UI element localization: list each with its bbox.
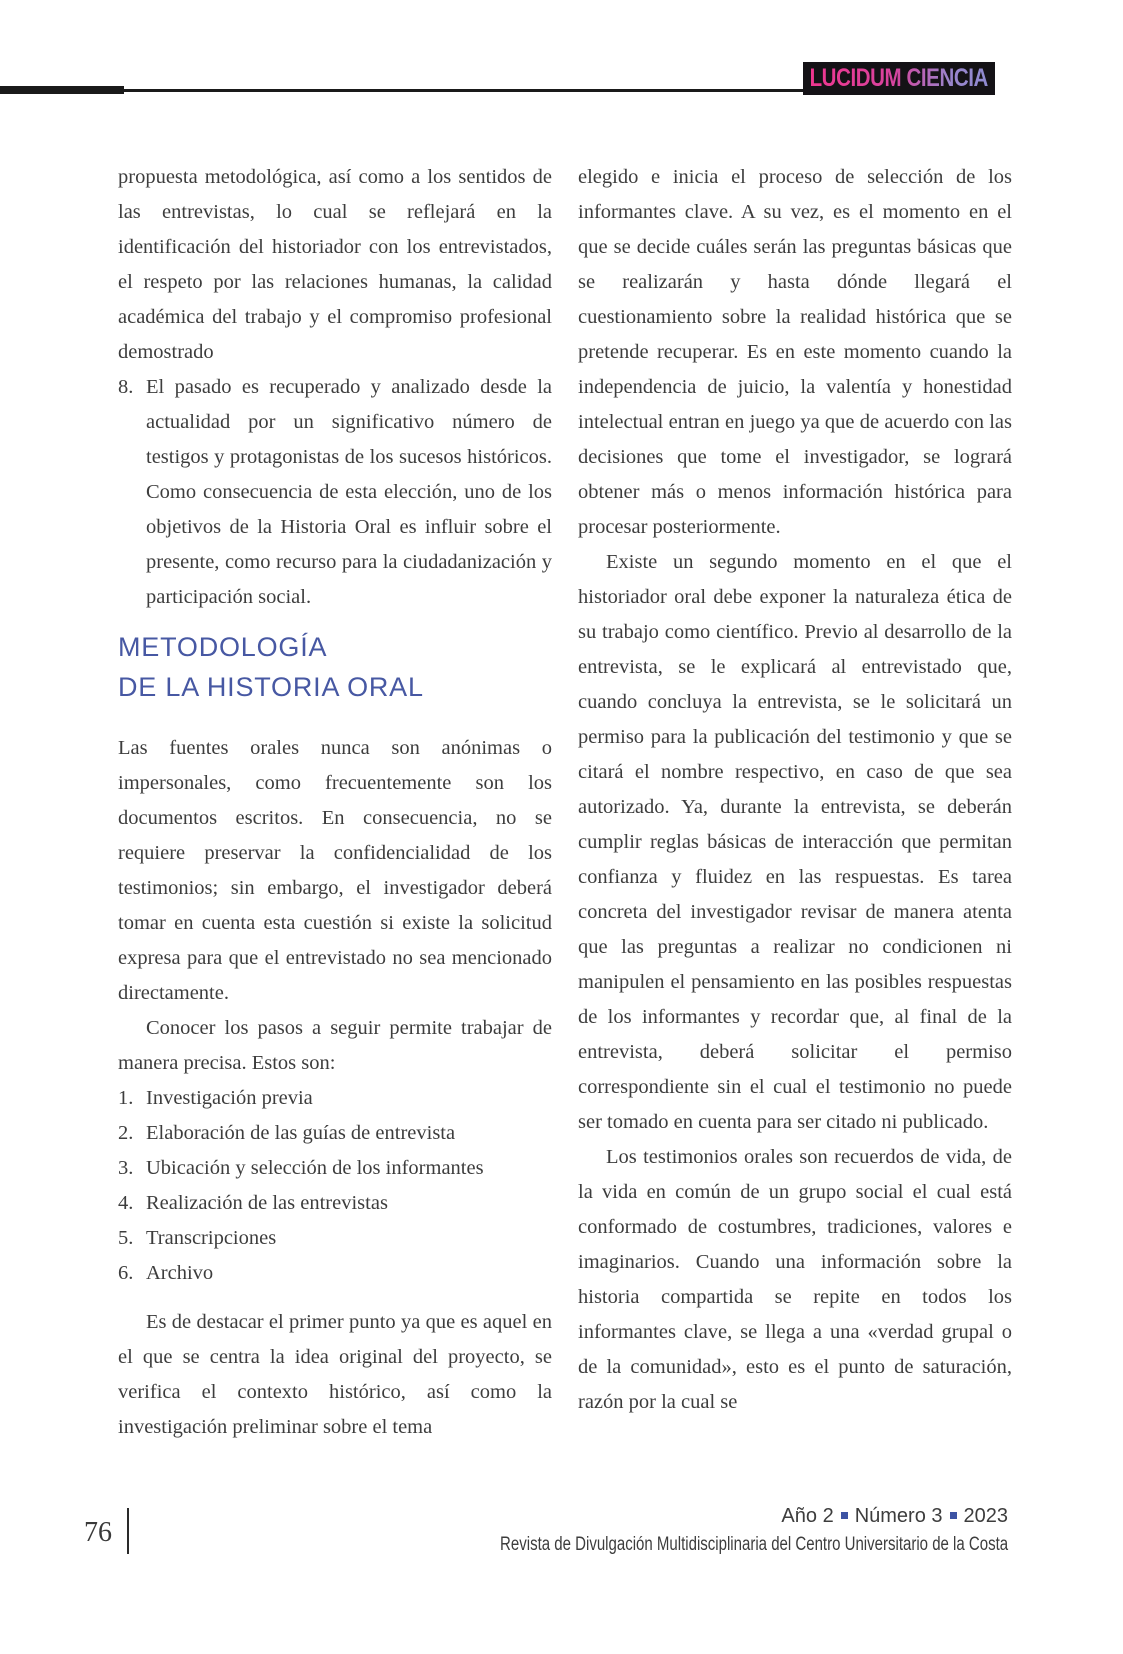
list-item-8-text: El pasado es recuperado y analizado desde la actualidad por un significativo número de testigos y protagonistas de los sucesos históricos. Como consecuencia de esta elección, uno de los objetivos de la Historia Oral es influir sobre el presente, como recurso para la ciudadanización y participación social. xyxy=(146,376,552,608)
list-item-text: Transcripciones xyxy=(146,1227,277,1249)
list-item-number: 5. xyxy=(118,1227,134,1249)
list-item-text: Elaboración de las guías de entrevista xyxy=(146,1122,456,1144)
list-item xyxy=(118,1221,552,1256)
header-rule-thick xyxy=(0,86,124,94)
list-item-text: Ubicación y selección de los informantes xyxy=(146,1157,484,1179)
steps-list xyxy=(118,1081,552,1291)
section-heading xyxy=(118,627,552,707)
page-number-divider xyxy=(127,1508,129,1554)
issue-number: Número 3 xyxy=(854,1505,943,1527)
paragraph: Las fuentes orales nunca son anónimas o impersonales, como frecuentemente son los documentos escritos. En consecuencia, no se requiere preservar la confidencialidad de los testimonios; sin embargo, el investigador deberá tomar en cuenta esta cuestión si existe la solicitud expresa para que el entrevistado no sea mencionado directamente. xyxy=(118,737,552,1004)
list-item-text: Realización de las entrevistas xyxy=(146,1192,388,1214)
list-item xyxy=(118,1151,552,1186)
list-item-text: Investigación previa xyxy=(146,1087,313,1109)
list-item-7-continuation: propuesta metodológica, así como a los sentidos de las entrevistas, lo cual se reflejará en la identificación del historiador con los entrevistados, el respeto por las relaciones humanas, la calidad académica del trabajo y el compromiso profesional demostrado xyxy=(118,166,552,363)
list-item-text: Archivo xyxy=(146,1262,214,1284)
list-item-number: 4. xyxy=(118,1192,134,1214)
right-column xyxy=(578,160,1012,1420)
list-item-number: 6. xyxy=(118,1262,134,1284)
list-item xyxy=(118,1081,552,1116)
list-item-number: 3. xyxy=(118,1157,134,1179)
square-bullet-icon xyxy=(950,1512,957,1519)
left-column xyxy=(118,160,552,1445)
header-rule-thin xyxy=(124,89,803,92)
paragraph: Existe un segundo momento en el que el historiador oral debe exponer la naturaleza ética de su trabajo como científico. Previo al desarrollo de la entrevista, se le explicará al entrevistado que, cuando concluya la entrevista, se le solicitará un permiso para la publicación del testimonio y que se citará el nombre respectivo, en caso de que sea autorizado. Ya, durante la entrevista, se deberán cumplir reglas básicas de interacción que permitan confianza y fluidez en las respuestas. Es tarea concreta del investigador revisar de manera atenta que las preguntas a realizar no condicionen ni manipulen el pensamiento en las posibles respuestas de los informantes y recordar que, al final de la entrevista, deberá solicitar el permiso correspondiente sin el cual el testimonio no puede ser tomado en cuenta para ser citado ni publicado. xyxy=(578,551,1012,1133)
issue-year: Año 2 xyxy=(781,1505,834,1527)
list-item-number: 1. xyxy=(118,1087,134,1109)
section-heading-line1: METODOLOGÍA xyxy=(118,632,328,662)
list-item-8-number: 8. xyxy=(118,376,134,398)
list-item xyxy=(118,1256,552,1291)
page-number: 76 xyxy=(84,1517,112,1548)
list-item-8 xyxy=(118,370,552,615)
issue-line xyxy=(365,1502,1008,1531)
list-item xyxy=(118,1186,552,1221)
issue-date: 2023 xyxy=(963,1505,1008,1527)
journal-name: Revista de Divulgación Multidisciplinaria del Centro Universitario de la Costa xyxy=(499,1534,1008,1555)
footer-right xyxy=(365,1502,1008,1559)
journal-logo xyxy=(803,62,995,95)
square-bullet-icon xyxy=(841,1512,848,1519)
paragraph: Conocer los pasos a seguir permite trabajar de manera precisa. Estos son: xyxy=(118,1017,552,1074)
journal-logo-text: LUCIDUM CIENCIA xyxy=(809,64,989,92)
paragraph: Los testimonios orales son recuerdos de vida, de la vida en común de un grupo social el cual está conformado de costumbres, tradiciones, valores e imaginarios. Cuando una información sobre la historia compartida se repite en todos los informantes clave, se llega a una «verdad grupal o de la comunidad», esto es el punto de saturación, razón por la cual se xyxy=(578,1146,1012,1413)
list-item-number: 2. xyxy=(118,1122,134,1144)
section-heading-line2: DE LA HISTORIA ORAL xyxy=(118,672,424,702)
paragraph: elegido e inicia el proceso de selección de los informantes clave. A su vez, es el momento en el que se decide cuáles serán las preguntas básicas que se realizarán y hasta dónde llegará el cuestionamiento sobre la realidad histórica que se pretende recuperar. Es en este momento cuando la independencia de juicio, la valentía y honestidad intelectual entran en juego ya que de acuerdo con las decisiones que tome el investigador, se logrará obtener más o menos información histórica para procesar posteriormente. xyxy=(578,166,1012,538)
list-item xyxy=(118,1116,552,1151)
paragraph: Es de destacar el primer punto ya que es aquel en el que se centra la idea original del proyecto, se verifica el contexto histórico, así como la investigación preliminar sobre el tema xyxy=(118,1311,552,1438)
